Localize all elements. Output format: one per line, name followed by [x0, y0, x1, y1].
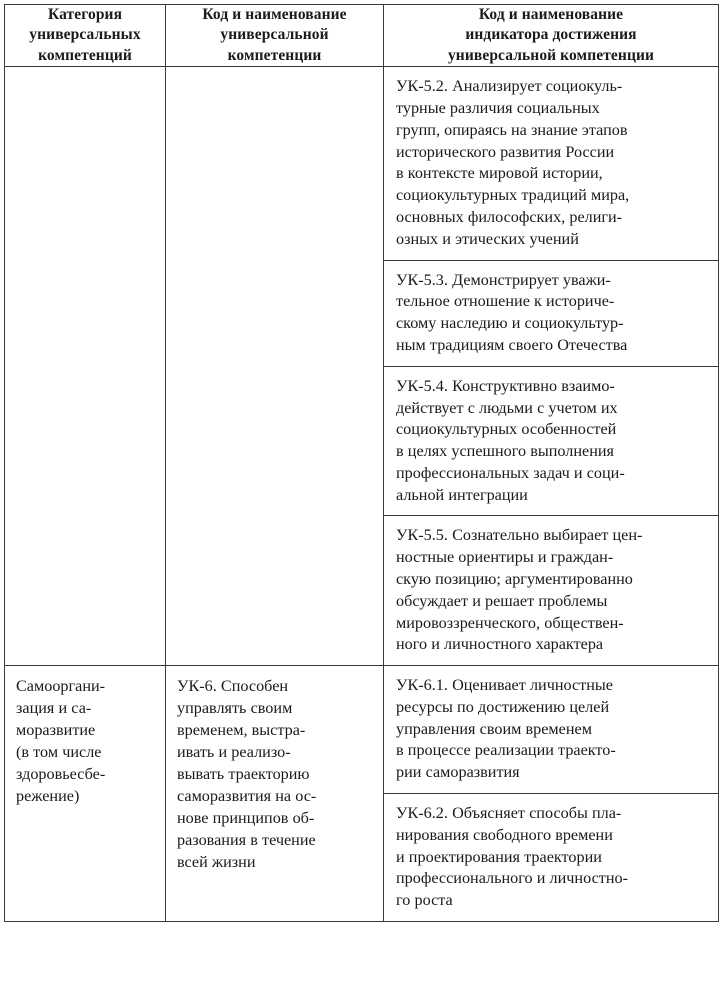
table-header	[5, 5, 719, 67]
text-line: УК-5.4. Конструктивно взаимо-	[396, 376, 615, 395]
text-line: скую позицию; аргументированно	[396, 569, 633, 588]
text-line: здоровьесбе-	[16, 764, 106, 783]
indicator-cell-uk-5-4	[384, 366, 719, 516]
category-cell-empty	[5, 67, 166, 666]
text-line: УК-6.2. Объясняет способы пла-	[396, 804, 622, 823]
text-line: профессионального и личностно-	[396, 869, 628, 888]
text-line: групп, опираясь на знание этапов	[396, 120, 628, 139]
text-line: управлять своим	[177, 699, 293, 718]
text-line: Самооргани-	[16, 677, 106, 696]
text-line: социокультурных особенностей	[396, 420, 617, 439]
text-line: и проектирования траектории	[396, 847, 602, 866]
text-line: УК-5.2. Анализирует социокуль-	[396, 77, 623, 96]
column-header-indicator	[384, 5, 719, 67]
column-header-indicator-line-2: индикатора достижения	[465, 26, 637, 44]
text-line: в контексте мировой истории,	[396, 164, 603, 183]
text-line: УК-5.5. Сознательно выбирает цен-	[396, 526, 643, 545]
column-header-competency-line-2: универсальной	[220, 26, 329, 44]
text-line: УК-5.3. Демонстрирует уважи-	[396, 270, 611, 289]
text-line: разования в течение	[177, 830, 316, 849]
indicator-text-uk-5-5	[384, 516, 718, 665]
table-header-row	[5, 5, 719, 67]
text-line: (в том числе	[16, 742, 102, 761]
text-line: ресурсы по достижению целей	[396, 697, 610, 716]
category-text-uk-6	[5, 666, 165, 817]
indicator-text-uk-5-2	[384, 67, 718, 259]
text-line: нирования свободного времени	[396, 825, 613, 844]
table-row	[5, 67, 719, 260]
text-line: нове принципов об-	[177, 808, 315, 827]
column-header-competency-line-3: компетенции	[227, 46, 322, 64]
indicator-text-uk-6-1	[384, 666, 718, 793]
text-line: турные различия социальных	[396, 99, 600, 118]
competency-cell-empty	[166, 67, 384, 666]
text-line: социокультурных традиций мира,	[396, 186, 630, 205]
text-line: тельное отношение к историче-	[396, 292, 615, 311]
text-line: управления своим временем	[396, 719, 592, 738]
indicator-cell-uk-5-3	[384, 260, 719, 366]
text-line: мировоззренческого, обществен-	[396, 613, 624, 632]
text-line: режение)	[16, 786, 80, 805]
text-line: основных философских, религи-	[396, 208, 623, 227]
text-line: обсуждает и решает проблемы	[396, 591, 608, 610]
text-line: го роста	[396, 891, 453, 910]
column-header-competency	[166, 5, 384, 67]
text-line: в целях успешного выполнения	[396, 442, 614, 461]
text-line: исторического развития России	[396, 142, 615, 161]
column-header-category	[5, 5, 166, 67]
text-line: ным традициям своего Отечества	[396, 335, 628, 354]
text-line: вывать траекторию	[177, 764, 310, 783]
indicator-cell-uk-6-1	[384, 666, 719, 794]
text-line: временем, выстра-	[177, 721, 306, 740]
table-body	[5, 67, 719, 922]
indicator-text-uk-5-3	[384, 261, 718, 366]
indicator-cell-uk-5-5	[384, 516, 719, 666]
text-line: действует с людьми с учетом их	[396, 398, 618, 417]
text-line: УК-6.1. Оценивает личностные	[396, 676, 613, 695]
text-line: ного и личностного характера	[396, 635, 604, 654]
column-header-indicator-line-3: универсальной компетенции	[447, 46, 655, 64]
text-line: ивать и реализо-	[177, 742, 291, 761]
text-line: альной интеграции	[396, 485, 528, 504]
text-line: скому наследию и социокультур-	[396, 314, 624, 333]
text-line: УК-6. Способен	[177, 677, 289, 696]
text-line: озных и этических учений	[396, 229, 579, 248]
column-header-competency-line-1: Код и наименование	[202, 6, 347, 23]
indicator-cell-uk-6-2	[384, 794, 719, 922]
text-line: ностные ориентиры и граждан-	[396, 548, 614, 567]
indicator-text-uk-6-2	[384, 794, 718, 921]
competency-text-uk-6	[166, 666, 383, 883]
text-line: в процессе реализации траекто-	[396, 741, 616, 760]
column-header-category-line-2: универсальных	[29, 26, 141, 44]
text-line: всей жизни	[177, 852, 256, 871]
table-row	[5, 666, 719, 794]
text-line: рии саморазвития	[396, 763, 520, 782]
text-line: моразвитие	[16, 721, 96, 740]
text-line: профессиональных задач и соци-	[396, 463, 625, 482]
category-cell-uk-6	[5, 666, 166, 922]
text-line: саморазвития на ос-	[177, 786, 317, 805]
competency-cell-uk-6	[166, 666, 384, 922]
column-header-indicator-line-1: Код и наименование	[478, 6, 624, 23]
column-header-category-line-3: компетенций	[38, 46, 132, 64]
competency-table	[4, 4, 719, 922]
indicator-cell-uk-5-2	[384, 67, 719, 260]
indicator-text-uk-5-4	[384, 367, 718, 516]
column-header-category-line-1: Категория	[47, 6, 123, 23]
text-line: зация и са-	[16, 699, 92, 718]
